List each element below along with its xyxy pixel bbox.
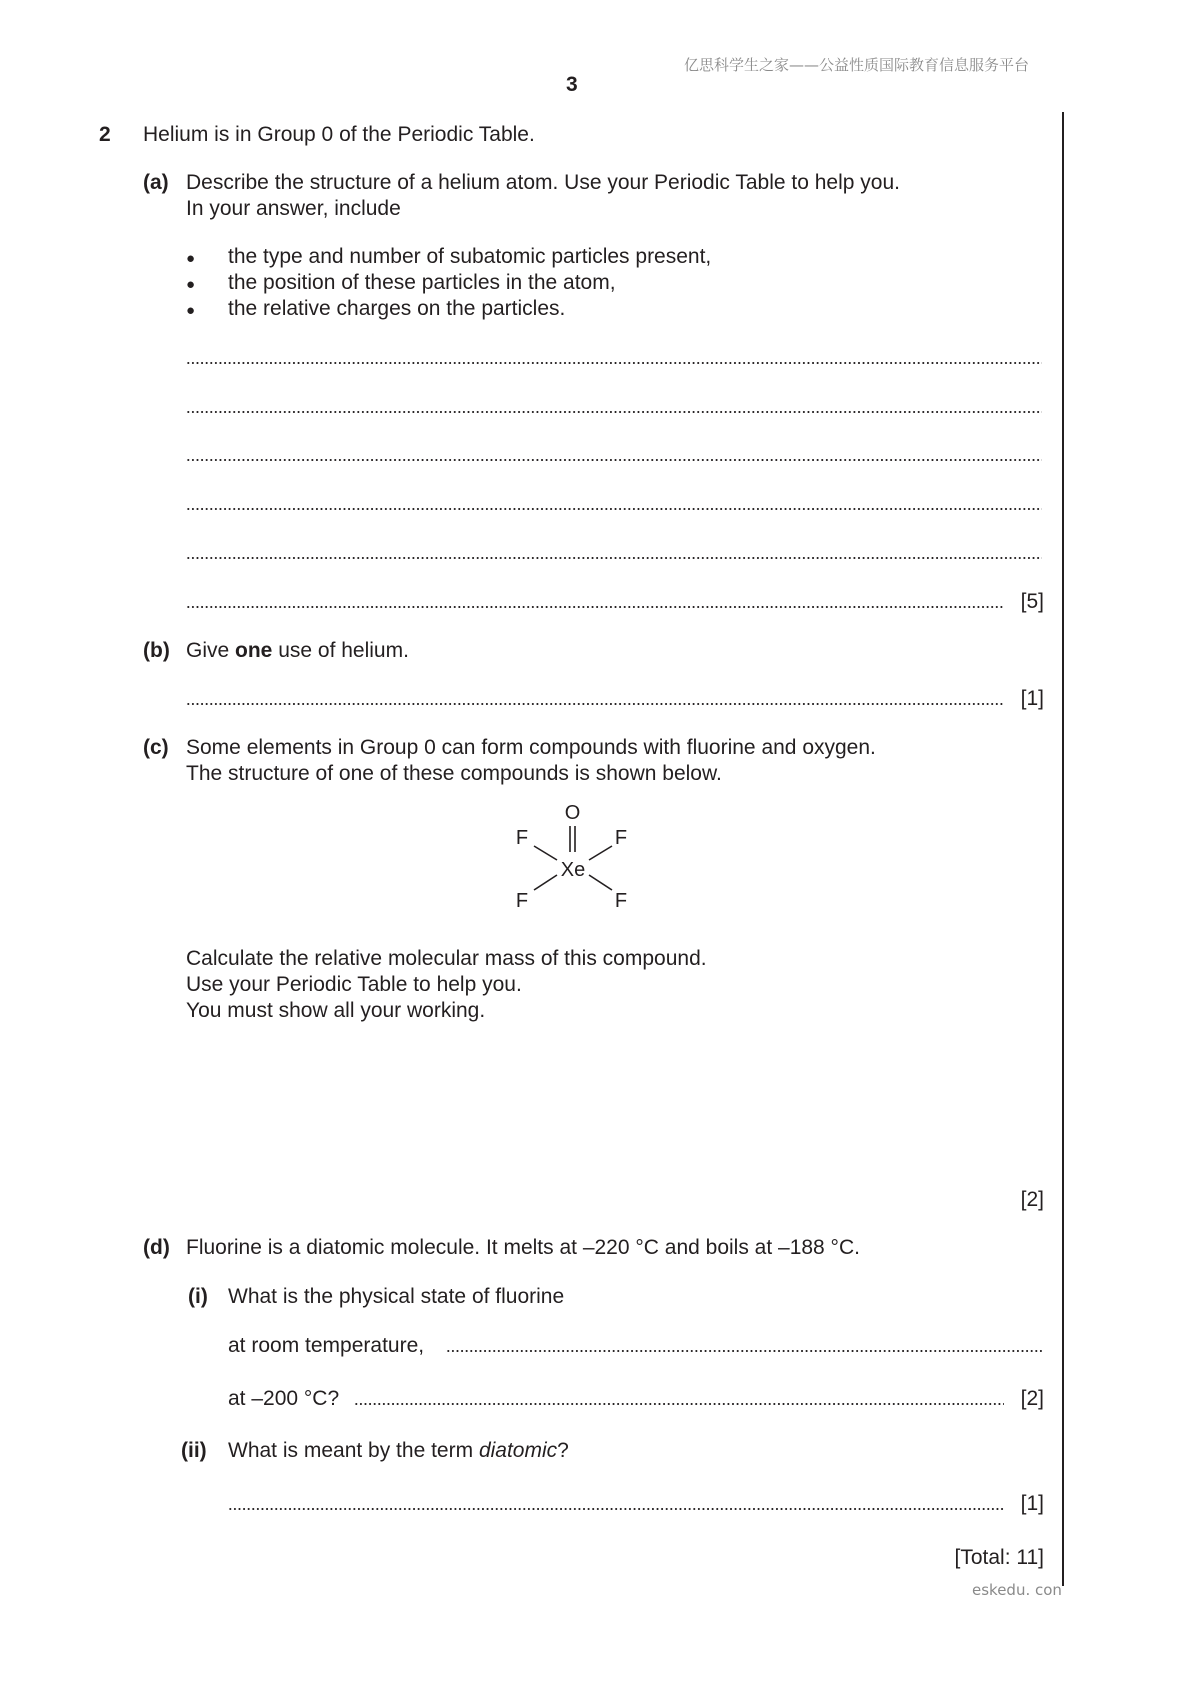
part-c-label: (c) [143, 736, 169, 759]
answer-line[interactable] [186, 411, 1042, 413]
answer-line[interactable] [354, 1403, 1004, 1405]
watermark-bottom: eskedu. con [972, 1581, 1062, 1599]
part-b-text-before: Give [186, 639, 236, 662]
part-a-line1: Describe the structure of a helium atom. Use your Periodic Table to help you. [186, 171, 900, 194]
part-b-label: (b) [143, 639, 170, 662]
part-d-ii-label: (ii) [181, 1439, 207, 1462]
watermark-top: 亿思科学生之家——公益性质国际教育信息服务平台 [684, 56, 1030, 74]
part-b-question [186, 638, 409, 664]
part-d-i-prompt-room-temp: at room temperature, [228, 1334, 425, 1357]
part-a-bullet: the type and number of subatomic particles present, [228, 245, 712, 268]
part-d-label: (d) [143, 1236, 170, 1259]
part-c-instruction: You must show all your working. [186, 999, 486, 1022]
atom-fluorine: F [515, 827, 529, 849]
page-number: 3 [566, 73, 578, 96]
part-a-label: (a) [143, 171, 169, 194]
part-a-marks: [5] [1020, 590, 1044, 613]
atom-oxygen: O [564, 802, 581, 824]
part-b-marks: [1] [1020, 687, 1044, 710]
part-d-i-question: What is the physical state of fluorine [228, 1285, 565, 1308]
bullet-icon: ● [186, 302, 196, 319]
bond-top-left [534, 846, 557, 860]
answer-line[interactable] [228, 1508, 1004, 1510]
working-area[interactable] [186, 1030, 1006, 1180]
question-intro: Helium is in Group 0 of the Periodic Table. [143, 123, 535, 146]
part-c-instruction: Use your Periodic Table to help you. [186, 973, 522, 996]
answer-line[interactable] [186, 362, 1042, 364]
part-b-text-bold: one [235, 639, 273, 662]
part-d-ii-marks: [1] [1020, 1492, 1044, 1515]
bond-bottom-left [534, 875, 557, 890]
part-c-line1: Some elements in Group 0 can form compounds with fluorine and oxygen. [186, 736, 876, 759]
bullet-icon: ● [186, 276, 196, 293]
answer-line[interactable] [186, 557, 1042, 559]
part-d-text: Fluorine is a diatomic molecule. It melts at –220 °C and boils at –188 °C. [186, 1236, 860, 1259]
atom-xenon: Xe [560, 859, 586, 881]
answer-line[interactable] [186, 606, 1004, 608]
part-d-ii-question [228, 1438, 569, 1464]
bond-bottom-right [589, 875, 612, 890]
xeof4-structure-diagram [500, 800, 650, 920]
part-b-text-after: use of helium. [272, 639, 409, 662]
total-marks: [Total: 11] [954, 1546, 1044, 1569]
part-a-bullet: the position of these particles in the atom, [228, 271, 616, 294]
part-a-line2: In your answer, include [186, 197, 401, 220]
bullet-icon: ● [186, 250, 196, 267]
part-d-ii-text-after: ? [557, 1439, 569, 1462]
part-c-marks: [2] [1020, 1188, 1044, 1211]
answer-line[interactable] [446, 1350, 1042, 1352]
part-c-line2: The structure of one of these compounds is shown below. [186, 762, 722, 785]
part-c-instruction: Calculate the relative molecular mass of this compound. [186, 947, 707, 970]
question-number: 2 [99, 123, 111, 146]
bond-top-right [589, 846, 612, 860]
part-a-bullet: the relative charges on the particles. [228, 297, 566, 320]
margin-rule [1062, 112, 1064, 1586]
answer-line[interactable] [186, 703, 1004, 705]
part-d-i-label: (i) [188, 1285, 208, 1308]
atom-fluorine: F [614, 890, 628, 912]
part-d-i-prompt-minus-200: at –200 °C? [228, 1387, 340, 1410]
answer-line[interactable] [186, 459, 1042, 461]
atom-fluorine: F [515, 890, 529, 912]
part-d-i-marks: [2] [1020, 1387, 1044, 1410]
part-d-ii-text-italic: diatomic [478, 1439, 558, 1462]
atom-fluorine: F [614, 827, 628, 849]
part-d-ii-text-before: What is meant by the term [228, 1439, 479, 1462]
answer-line[interactable] [186, 508, 1042, 510]
